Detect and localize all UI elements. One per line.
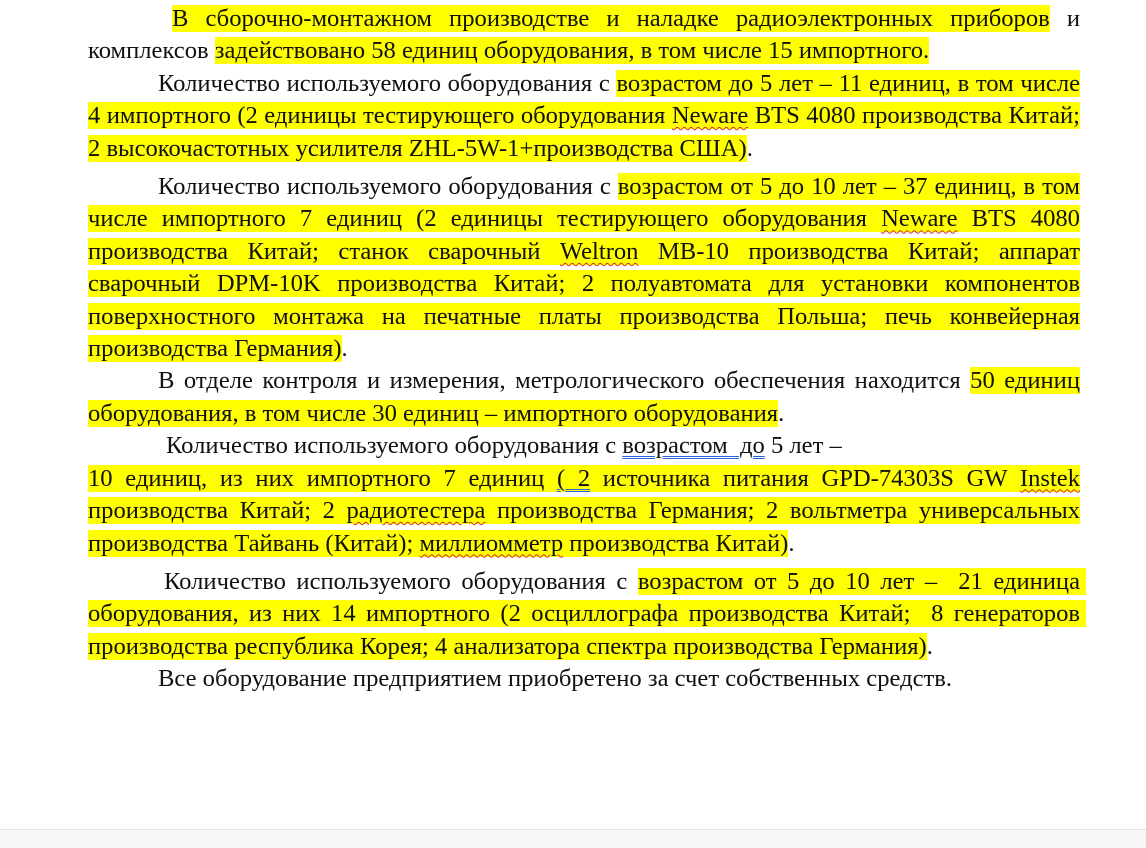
highlighted-run: источника питания GPD-74303S GW [590, 464, 1020, 492]
plain-text: В отделе контроля и измерения, метрологического обеспечения находится [158, 367, 971, 395]
highlighted-text: возрастом от 5 до 10 лет – 21 единица оборудования, из них 14 импортного (2 осциллографа производства Китай; 8 генераторов производства республика Корея; 4 анализатора спектра производства Германия) [88, 567, 1087, 660]
highlighted-run: возрастом до 5 лет – 11 единиц, в том числе 4 импортного (2 единицы тестирующего оборудования [88, 69, 1081, 130]
paragraph-1 [88, 3, 1080, 68]
spellcheck-word[interactable]: миллиомметр [419, 529, 564, 557]
highlighted-run: BTS 4080 производства Китай; 2 высокочастотных усилителя ZHL-5W-1+производства США) [88, 102, 1080, 162]
highlighted-run: производства Германия; 2 вольтметра универсальных производства Тайвань (Китай); [88, 497, 1080, 557]
grammar-flag[interactable]: возрастом до [622, 432, 765, 460]
paragraph-3 [88, 171, 1080, 365]
plain-text: . [341, 335, 348, 363]
spellcheck-word[interactable]: Neware [671, 102, 749, 130]
highlighted-text [88, 173, 1080, 362]
plain-text: . [926, 632, 933, 660]
plain-text: Количество используемого оборудования с [166, 432, 623, 460]
plain-text: Количество используемого оборудования с [158, 173, 618, 201]
plain-text: . [788, 529, 795, 557]
plain-text: Количество используемого оборудования с [158, 69, 617, 97]
plain-text: 5 лет – [764, 432, 842, 460]
highlighted-run: производства Китай) [563, 529, 789, 557]
highlighted-run: возрастом от 5 до 10 лет – 37 единиц, в том числе импортного 7 единиц (2 единицы тестирующего оборудования [88, 173, 1080, 233]
plain-text: Все оборудование предприятием приобретено за счет собственных средств. [158, 665, 953, 693]
paragraph-5 [88, 463, 1080, 560]
paragraph-2 [88, 68, 1080, 165]
page-footer-strip [0, 829, 1146, 848]
plain-text: . [746, 134, 753, 162]
paragraph-4 [88, 365, 1080, 430]
document-body [88, 3, 1087, 696]
paragraph-5-line-1 [88, 430, 1080, 462]
highlighted-text: В сборочно-монтажном производстве и наладке радиоэлектронных приборов [172, 5, 1050, 32]
highlighted-run: 10 единиц, из них импортного 7 единиц [88, 464, 557, 492]
spellcheck-word[interactable]: Weltron [559, 237, 639, 265]
highlighted-text [88, 465, 1080, 557]
plain-text: и комплексов [88, 5, 1081, 65]
plain-text: Количество используемого оборудования с [164, 567, 638, 595]
highlighted-text: 50 единиц оборудования, в том числе 30 единиц – импортного оборудования [88, 367, 1080, 427]
grammar-flag[interactable]: ( 2 [556, 464, 591, 492]
paragraph-7 [88, 663, 1080, 695]
highlighted-text: задействовано 58 единиц оборудования, в том числе 15 импортного. [214, 37, 930, 65]
highlighted-run: MB-10 производства Китай; аппарат сварочный DPM-10K производства Китай; 2 полуавтомата для установки компонентов поверхностного монтажа на печатные платы производства Польша; печь конвейерная производства Германия) [88, 237, 1080, 363]
highlighted-run: BTS 4080 производства Китай; станок сварочный [88, 205, 1080, 265]
spellcheck-word[interactable]: радиотестера [346, 497, 486, 525]
spellcheck-word[interactable]: Instek [1019, 464, 1080, 492]
highlighted-run: производства Китай; 2 [88, 497, 347, 525]
plain-text: . [778, 399, 785, 427]
spellcheck-word[interactable]: Neware [881, 205, 958, 233]
paragraph-6 [88, 566, 1087, 663]
